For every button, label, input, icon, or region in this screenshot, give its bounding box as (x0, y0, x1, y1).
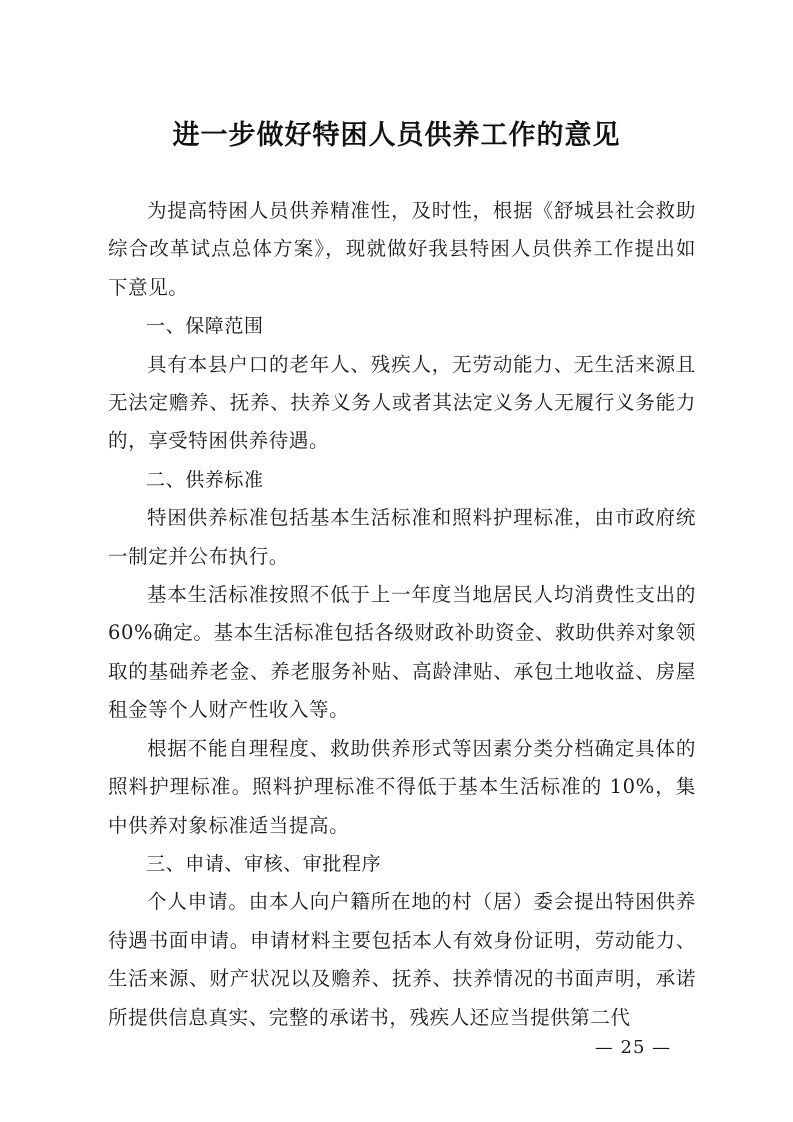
document-title: 进一步做好特困人员供养工作的意见 (172, 120, 621, 151)
procedure-paragraph-1: 个人申请。由本人向户籍所在地的村（居）委会提出特困供养待遇书面申请。申请材料主要包括本人有效身份证明，劳动能力、生活来源、财产状况以及赡养、抚养、扶养情况的书面声明，承诺所提供信息真实、完整的承诺书，残疾人还应当提供第二代 (108, 890, 696, 1029)
standard-paragraph-2: 基本生活标准按照不低于上一年度当地居民人均消费性支出的 60%确定。基本生活标准包括各级财政补助资金、救助供养对象领取的基础养老金、养老服务补贴、高龄津贴、承包土地收益、房屋租金等个人财产性收入等。 (108, 583, 696, 722)
section-heading-standard: 二、供养标准 (146, 468, 264, 491)
standard-paragraph-3: 根据不能自理程度、救助供养形式等因素分类分档确定具体的照料护理标准。照料护理标准不得低于基本生活标准的 10%，集中供养对象标准适当提高。 (108, 736, 696, 837)
intro-paragraph: 为提高特困人员供养精准性，及时性，根据《舒城县社会救助综合改革试点总体方案》，现就做好我县特困人员供养工作提出如下意见。 (108, 199, 696, 299)
standard-paragraph-1: 特困供养标准包括基本生活标准和照料护理标准，由市政府统一制定并公布执行。 (108, 506, 696, 568)
section-heading-scope: 一、保障范围 (146, 315, 264, 338)
document-body (108, 192, 696, 1037)
section-heading-procedure: 三、申请、审核、审批程序 (146, 852, 382, 875)
page-number: — 25 — (594, 1037, 672, 1058)
scope-paragraph: 具有本县户口的老年人、残疾人，无劳动能力、无生活来源且无法定赡养、抚养、扶养义务人或者其法定义务人无履行义务能力的，享受特困供养待遇。 (108, 352, 696, 453)
